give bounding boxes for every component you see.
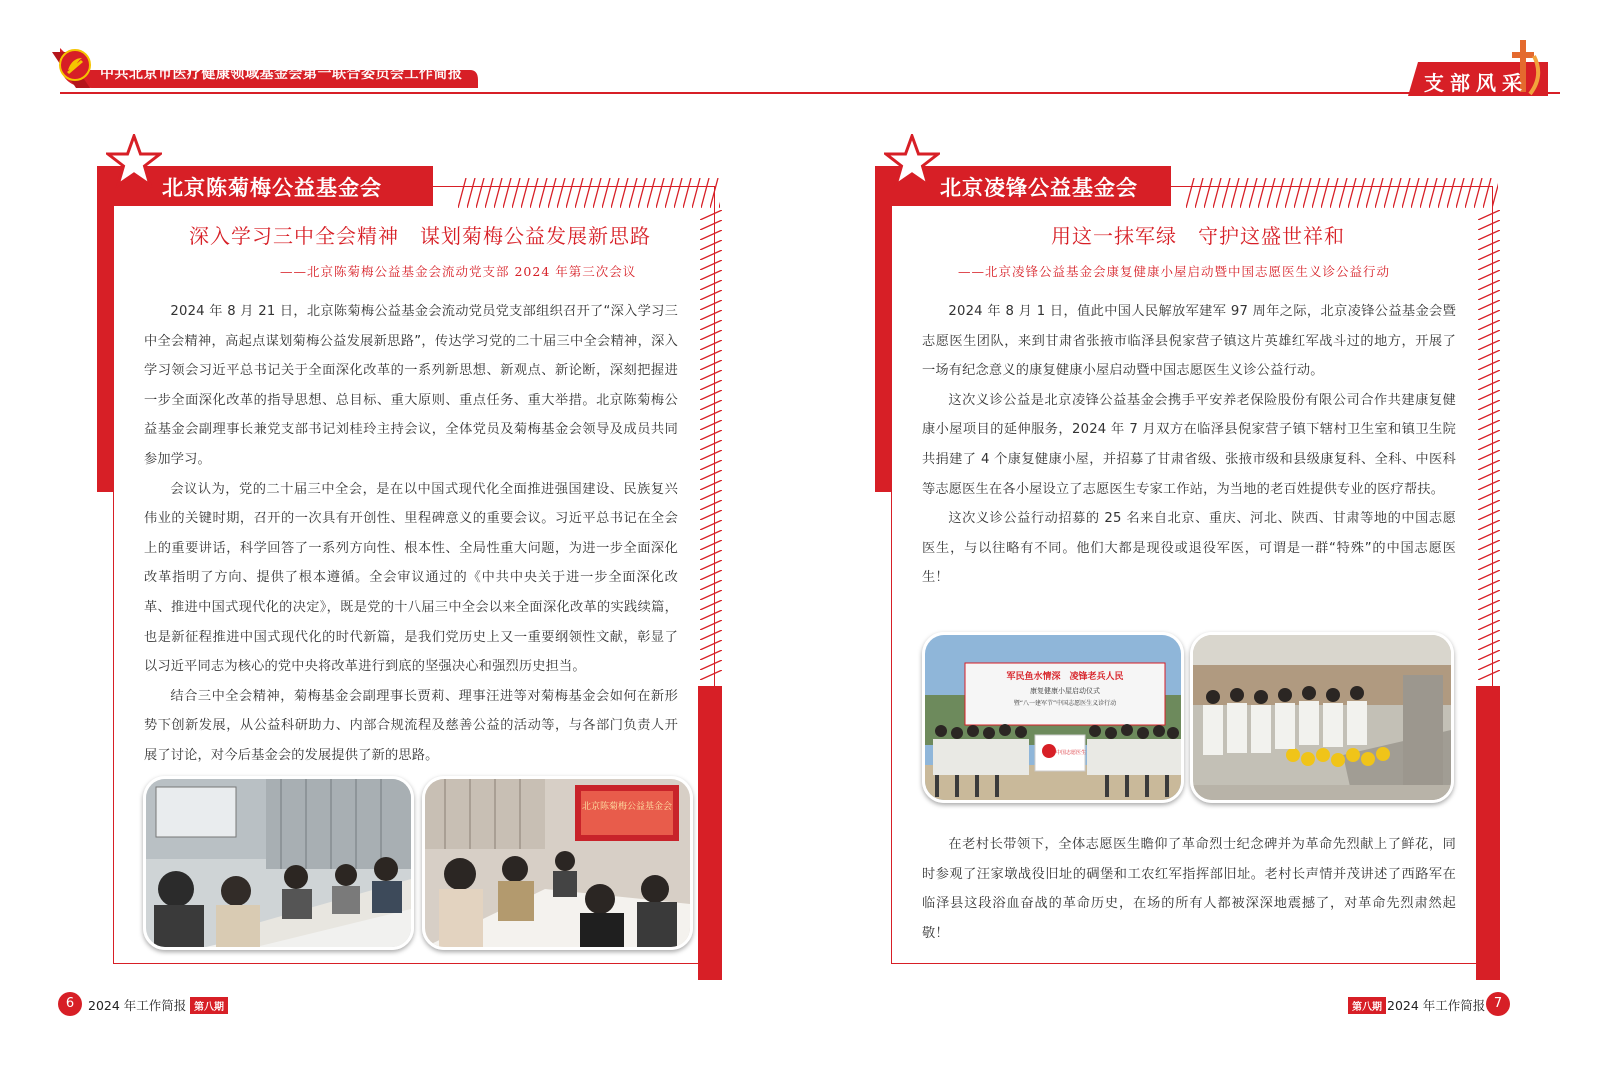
star-icon <box>884 134 940 188</box>
screen-banner-text: 北京陈菊梅公益基金会 <box>581 802 673 812</box>
right-page-number: 7 <box>1486 992 1510 1016</box>
left-side-hatch <box>700 210 722 680</box>
right-article-body <box>922 297 1456 593</box>
left-panel-accent-bottom <box>698 686 722 980</box>
newsletter-title: 中共北京市医疗健康领域基金会第一联合委员会工作简报 <box>100 66 463 82</box>
meeting-photo-illustration <box>146 779 411 947</box>
right-org-name: 北京凌锋公益基金会 <box>940 176 1138 200</box>
banner-line-3: 暨“八一建军节”中国志愿医生义诊行动 <box>1013 700 1117 707</box>
right-article-body-bottom <box>922 830 1456 948</box>
left-issue-badge: 第八期 <box>190 997 228 1014</box>
memorial-illustration <box>1193 635 1451 800</box>
right-paragraph-1: 2024 年 8 月 1 日，值此中国人民解放军建军 97 周年之际，北京凌锋公益基金会暨志愿医生团队，来到甘肃省张掖市临泽县倪家营子镇这片英雄红军战斗过的地方，开展了一场有纪念意义的康复健康小屋启动暨中国志愿医生义诊公益行动。 <box>922 304 1456 379</box>
left-footer-report: 2024 年工作简报 <box>88 998 187 1013</box>
flag-text: 中国志愿医生 <box>1055 750 1087 756</box>
right-photo-memorial <box>1190 632 1454 803</box>
left-hatch-pattern <box>458 178 720 208</box>
left-article-body <box>144 297 678 771</box>
right-photo-group <box>922 632 1184 803</box>
party-emblem-icon <box>58 48 92 82</box>
right-paragraph-4: 在老村长带领下，全体志愿医生瞻仰了革命烈士纪念碑并为革命先烈献上了鲜花，同时参观了汪家墩战役旧址的碉堡和工农红军指挥部旧址。老村长声情并茂讲述了西路军在临泽县这段浴血奋战的革命历史，在场的所有人都被深深地震撼了，对革命先烈肃然起敬！ <box>922 837 1456 941</box>
meeting-screen-illustration <box>425 779 690 947</box>
right-paragraph-3: 这次义诊公益行动招募的 25 名来自北京、重庆、河北、陕西、甘肃等地的中国志愿医生，与以往略有不同。他们大都是现役或退役军医，可谓是一群“特殊”的中国志愿医生！ <box>922 511 1456 586</box>
right-article-title: 用这一抹军绿 守护这盛世祥和 <box>1051 224 1345 248</box>
left-paragraph-2: 会议认为，党的二十届三中全会，是在以中国式现代化全面推进强国建设、民族复兴伟业的关键时期，召开的一次具有开创性、里程碑意义的重要会议。习近平总书记在全会上的重要讲话，科学回答了一系列方向性、根本性、全局性重大问题，为进一步全面深化改革指明了方向、提供了根本遵循。全会审议通过的《中共中央关于进一步全面深化改革、推进中国式现代化的决定》，既是党的十八届三中全会以来全面深化改革的实践续篇，也是新征程推进中国式现代化的时代新篇，是我们党历史上又一重要纲领性文献，彰显了以习近平同志为核心的党中央将改革进行到底的坚强决心和强烈历史担当。 <box>144 481 678 675</box>
header-rule <box>60 92 1560 94</box>
right-paragraph-2: 这次义诊公益是北京凌锋公益基金会携手平安养老保险股份有限公司合作共建康复健康小屋项目的延伸服务，2024 年 7 月双方在临泽县倪家营子镇下辖村卫生室和镇卫生院共捐建了 4 个康复健康小屋，并招募了甘肃省级、张掖市级和县级康复科、全科、中医科等志愿医生在各小屋设立了志愿医生专家工作站，为当地的老百姓提供专业的医疗帮扶。 <box>922 392 1456 497</box>
right-side-hatch <box>1478 210 1500 680</box>
right-panel-accent-bottom <box>1476 686 1500 980</box>
right-footer-report: 2024 年工作简报 <box>1387 998 1486 1013</box>
left-photo-meeting-1 <box>143 776 414 950</box>
left-photo-meeting-2 <box>422 776 693 950</box>
section-title: 支部风采 <box>1424 71 1528 95</box>
right-article-subtitle: ——北京凌锋公益基金会康复健康小屋启动暨中国志愿医生义诊公益行动 <box>958 264 1391 279</box>
star-icon <box>106 134 162 188</box>
right-panel-accent-top <box>875 166 891 492</box>
group-banner-illustration <box>925 635 1181 800</box>
left-panel-accent-top <box>97 166 113 492</box>
banner-line-1: 军民鱼水情深 凌锋老兵人民 <box>1006 672 1124 682</box>
banner-line-2: 康复健康小屋启动仪式 <box>1030 687 1100 695</box>
left-org-name: 北京陈菊梅公益基金会 <box>162 176 382 200</box>
right-issue-badge: 第八期 <box>1348 997 1386 1014</box>
left-article-subtitle: ——北京陈菊梅公益基金会流动党支部 2024 年第三次会议 <box>280 264 637 279</box>
left-paragraph-3: 结合三中全会精神，菊梅基金会副理事长贾莉、理事汪进等对菊梅基金会如何在新形势下创新发展，从公益科研助力、内部合规流程及慈善公益的活动等，与各部门负责人开展了讨论，对今后基金会的发展提供了新的思路。 <box>144 688 678 763</box>
right-hatch-pattern <box>1186 178 1498 208</box>
left-article-title: 深入学习三中全会精神 谋划菊梅公益发展新思路 <box>189 224 651 248</box>
left-paragraph-1: 2024 年 8 月 21 日，北京陈菊梅公益基金会流动党员党支部组织召开了“深入学习三中全会精神，高起点谋划菊梅公益发展新思路”，传达学习党的二十届三中全会精神，深入学习领会习近平总书记关于全面深化改革的一系列新思想、新观点、新论断，深刻把握进一步全面深化改革的指导思想、总目标、重大原则、重点任务、重大举措。北京陈菊梅公益基金会副理事长兼党支部书记刘桂玲主持会议，全体党员及菊梅基金会领导及成员共同参加学习。 <box>144 304 678 467</box>
left-page-number: 6 <box>58 992 82 1016</box>
